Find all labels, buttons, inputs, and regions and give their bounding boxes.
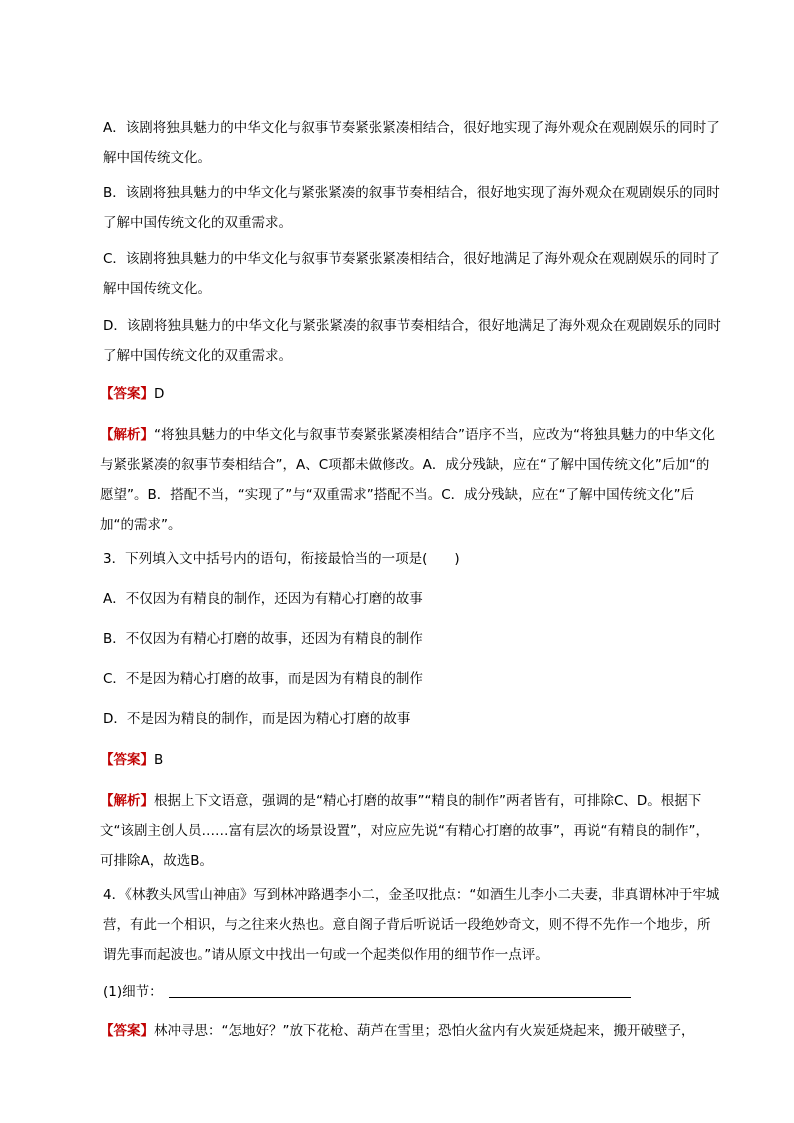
q3-option-a: A．不仅因为有精良的制作，还因为有精心打磨的故事 bbox=[103, 591, 423, 607]
q3-analysis bbox=[100, 786, 720, 876]
q2-analysis-text: “将独具魅力的中华文化与叙事节奏紧张紧凑相结合”语序不当，应改为“将独具魅力的中华文化与紧张紧凑的叙事节奏相结合”，A、C项都未做修改。A．成分残缺，应在“了解中国传统文化”后加“的愿望”。B．搭配不当，“实现了”与“双重需求”搭配不当。C．成分残缺，应在“了解中国传统文化”后加“的需求”。 bbox=[100, 427, 715, 533]
q3-analysis-text: 根据上下文语意，强调的是“精心打磨的故事”“精良的制作”两者皆有，可排除C、D。根据下文“该剧主创人员……富有层次的场景设置”，对应应先说“有精心打磨的故事”，再说“有精良的制作”，可排除A，故选B。 bbox=[100, 793, 709, 869]
q2-answer-value: D bbox=[154, 386, 165, 402]
q3-option-b: B．不仅因为有精心打磨的故事，还因为有精良的制作 bbox=[103, 631, 423, 647]
q4-answer-label: 【答案】 bbox=[100, 1023, 154, 1039]
q2-analysis-label: 【解析】 bbox=[100, 427, 154, 443]
q2-option-d: D．该剧将独具魅力的中华文化与紧张紧凑的叙事节奏相结合，很好地满足了海外观众在观剧娱乐的同时了解中国传统文化的双重需求。 bbox=[103, 318, 721, 364]
q2-option-a: A．该剧将独具魅力的中华文化与叙事节奏紧张紧凑相结合，很好地实现了海外观众在观剧娱乐的同时了解中国传统文化。 bbox=[103, 120, 720, 166]
q4-answer-text: 林冲寻思：“怎地好？”放下花枪、葫芦在雪里；恐怕火盆内有火炭延烧起来，搬开破壁子， bbox=[154, 1023, 695, 1039]
q2-option-b: B．该剧将独具魅力的中华文化与紧张紧凑的叙事节奏相结合，很好地实现了海外观众在观剧娱乐的同时了解中国传统文化的双重需求。 bbox=[103, 185, 720, 231]
q2-answer bbox=[100, 379, 720, 409]
q4-sub1-blank[interactable] bbox=[169, 983, 631, 998]
q3-answer-value: B bbox=[154, 752, 164, 768]
q4-sub1 bbox=[103, 977, 723, 1007]
q4-stem: 4．《林教头风雪山神庙》写到林冲路遇李小二，金圣叹批点：“如酒生儿李小二夫妻，非真谓林冲于牢城营，有此一个相识，与之往来火热也。意自阁子背后听说话一段绝妙奇文，则不得不先作一个地步，所谓先事而起波也。”请从原文中找出一句或一个起类似作用的细节作一点评。 bbox=[103, 887, 720, 963]
q4-answer bbox=[100, 1016, 720, 1046]
q3-answer bbox=[100, 745, 720, 775]
q2-answer-label: 【答案】 bbox=[100, 386, 154, 402]
q3-answer-label: 【答案】 bbox=[100, 752, 154, 768]
q4-sub1-label: (1)细节： bbox=[103, 984, 163, 1000]
q2-option-c: C．该剧将独具魅力的中华文化与叙事节奏紧张紧凑相结合，很好地满足了海外观众在观剧娱乐的同时了解中国传统文化。 bbox=[103, 251, 720, 297]
q3-analysis-label: 【解析】 bbox=[100, 793, 154, 809]
q3-stem: 3．下列填入文中括号内的语句，衔接最恰当的一项是( ) bbox=[103, 551, 460, 567]
q3-option-c: C．不是因为精心打磨的故事，而是因为有精良的制作 bbox=[103, 671, 423, 687]
q3-option-d: D．不是因为精良的制作，而是因为精心打磨的故事 bbox=[103, 711, 411, 727]
q2-analysis bbox=[100, 420, 720, 540]
